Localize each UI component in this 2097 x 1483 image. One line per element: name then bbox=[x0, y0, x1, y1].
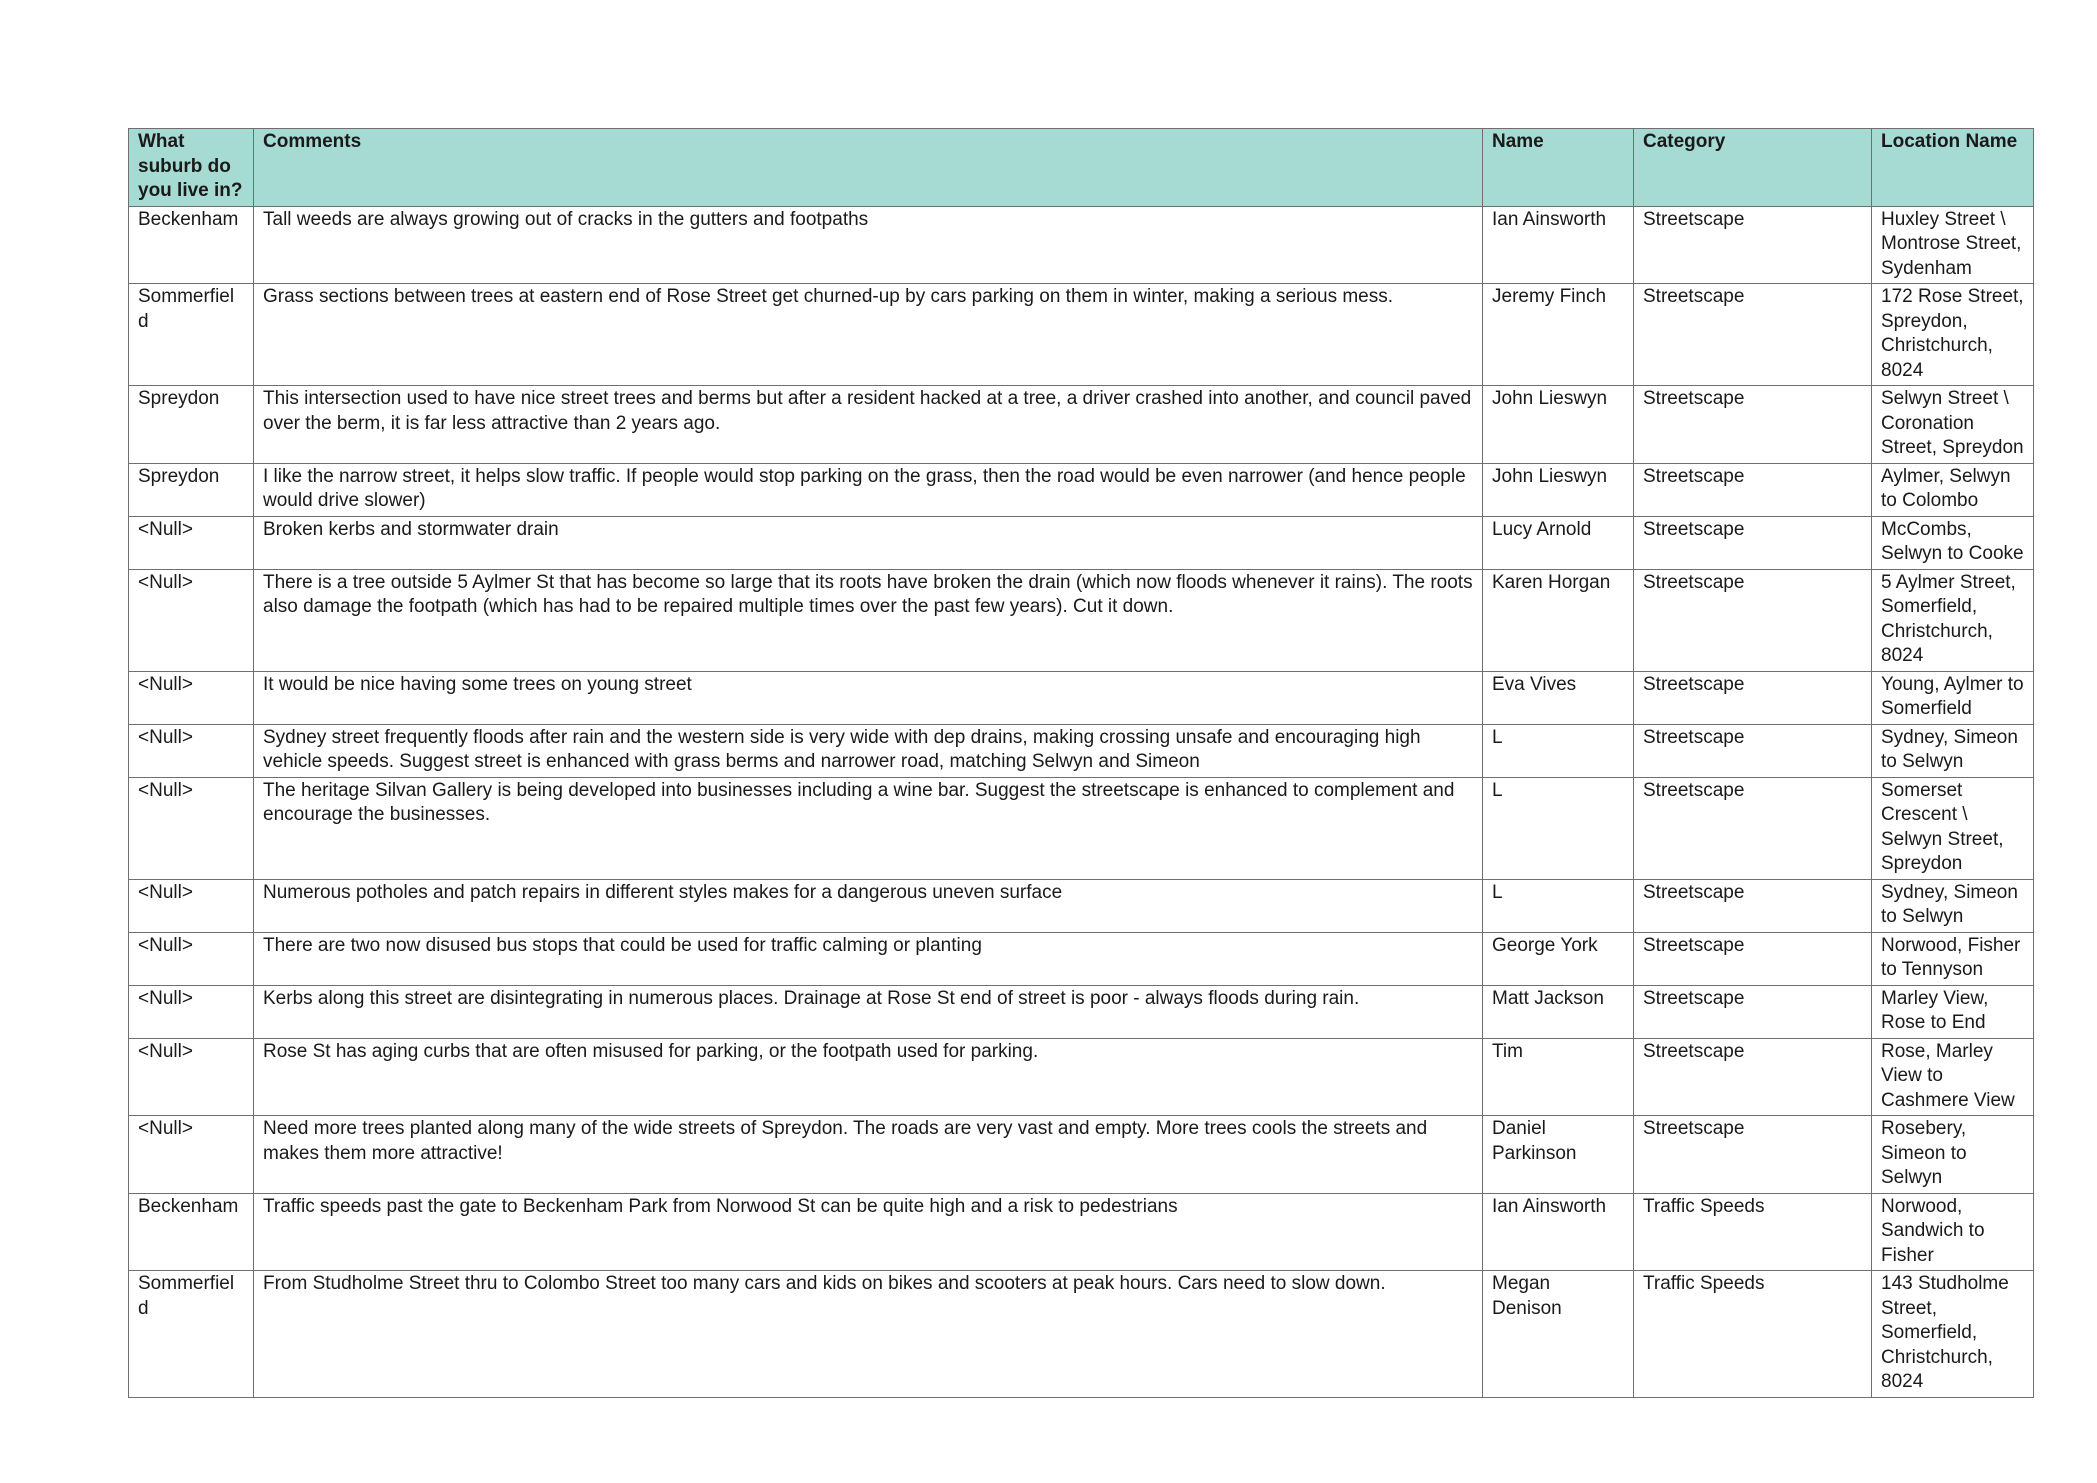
table-row bbox=[129, 671, 2034, 724]
cell-category: Streetscape bbox=[1634, 206, 1872, 284]
header-location-name: Location Name bbox=[1872, 129, 2034, 207]
cell-location: Norwood, Fisher to Tennyson bbox=[1872, 932, 2034, 985]
cell-location: 143 Studholme Street, Somerfield, Christchurch, 8024 bbox=[1872, 1271, 2034, 1398]
cell-name: Megan Denison bbox=[1483, 1271, 1634, 1398]
table-row bbox=[129, 516, 2034, 569]
cell-comments: I like the narrow street, it helps slow traffic. If people would stop parking on the grass, then the road would be even narrower (and hence people would drive slower) bbox=[254, 463, 1483, 516]
cell-name: L bbox=[1483, 777, 1634, 879]
cell-name: Lucy Arnold bbox=[1483, 516, 1634, 569]
cell-comments: The heritage Silvan Gallery is being developed into businesses including a wine bar. Suggest the streetscape is enhanced to complement and encourage the businesses. bbox=[254, 777, 1483, 879]
table-row bbox=[129, 985, 2034, 1038]
cell-category: Streetscape bbox=[1634, 985, 1872, 1038]
cell-location: 5 Aylmer Street, Somerfield, Christchurch, 8024 bbox=[1872, 569, 2034, 671]
cell-comments: Numerous potholes and patch repairs in different styles makes for a dangerous uneven surface bbox=[254, 879, 1483, 932]
cell-suburb: <Null> bbox=[129, 932, 254, 985]
cell-suburb: Spreydon bbox=[129, 386, 254, 464]
table-row bbox=[129, 932, 2034, 985]
header-name: Name bbox=[1483, 129, 1634, 207]
cell-location: Sydney, Simeon to Selwyn bbox=[1872, 724, 2034, 777]
cell-suburb: Sommerfield bbox=[129, 284, 254, 386]
table-row bbox=[129, 386, 2034, 464]
cell-suburb: <Null> bbox=[129, 777, 254, 879]
table-row bbox=[129, 879, 2034, 932]
cell-suburb: <Null> bbox=[129, 724, 254, 777]
table-row bbox=[129, 1116, 2034, 1194]
cell-suburb: Spreydon bbox=[129, 463, 254, 516]
cell-location: Aylmer, Selwyn to Colombo bbox=[1872, 463, 2034, 516]
header-suburb: What suburb do you live in? bbox=[129, 129, 254, 207]
cell-suburb: Beckenham bbox=[129, 206, 254, 284]
cell-name: L bbox=[1483, 724, 1634, 777]
cell-category: Streetscape bbox=[1634, 463, 1872, 516]
cell-category: Streetscape bbox=[1634, 879, 1872, 932]
cell-suburb: <Null> bbox=[129, 569, 254, 671]
table-row bbox=[129, 463, 2034, 516]
cell-comments: Grass sections between trees at eastern end of Rose Street get churned-up by cars parking on them in winter, making a serious mess. bbox=[254, 284, 1483, 386]
cell-name: John Lieswyn bbox=[1483, 386, 1634, 464]
cell-name: Eva Vives bbox=[1483, 671, 1634, 724]
cell-location: Sydney, Simeon to Selwyn bbox=[1872, 879, 2034, 932]
cell-suburb: <Null> bbox=[129, 1038, 254, 1116]
cell-suburb: Beckenham bbox=[129, 1193, 254, 1271]
table-row bbox=[129, 1271, 2034, 1398]
cell-category: Traffic Speeds bbox=[1634, 1271, 1872, 1398]
cell-category: Streetscape bbox=[1634, 724, 1872, 777]
cell-category: Streetscape bbox=[1634, 569, 1872, 671]
table-row bbox=[129, 777, 2034, 879]
cell-category: Streetscape bbox=[1634, 516, 1872, 569]
cell-category: Streetscape bbox=[1634, 1038, 1872, 1116]
cell-comments: Need more trees planted along many of the wide streets of Spreydon. The roads are very vast and empty. More trees cools the streets and makes them more attractive! bbox=[254, 1116, 1483, 1194]
cell-category: Streetscape bbox=[1634, 1116, 1872, 1194]
cell-location: Young, Aylmer to Somerfield bbox=[1872, 671, 2034, 724]
cell-comments: Sydney street frequently floods after rain and the western side is very wide with dep drains, making crossing unsafe and encouraging high vehicle speeds. Suggest street is enhanced with grass berms and narrower road, matching Selwyn and Simeon bbox=[254, 724, 1483, 777]
cell-category: Streetscape bbox=[1634, 284, 1872, 386]
cell-comments: Rose St has aging curbs that are often misused for parking, or the footpath used for parking. bbox=[254, 1038, 1483, 1116]
table-row bbox=[129, 1038, 2034, 1116]
cell-category: Streetscape bbox=[1634, 671, 1872, 724]
cell-location: Rose, Marley View to Cashmere View bbox=[1872, 1038, 2034, 1116]
cell-comments: There are two now disused bus stops that could be used for traffic calming or planting bbox=[254, 932, 1483, 985]
cell-location: Somerset Crescent \ Selwyn Street, Spreydon bbox=[1872, 777, 2034, 879]
table-row bbox=[129, 724, 2034, 777]
cell-name: Karen Horgan bbox=[1483, 569, 1634, 671]
cell-suburb: <Null> bbox=[129, 879, 254, 932]
cell-comments: Kerbs along this street are disintegrating in numerous places. Drainage at Rose St end of street is poor - always floods during rain. bbox=[254, 985, 1483, 1038]
cell-comments: There is a tree outside 5 Aylmer St that has become so large that its roots have broken the drain (which now floods whenever it rains). The roots also damage the footpath (which has had to be repaired multiple times over the past few years). Cut it down. bbox=[254, 569, 1483, 671]
cell-suburb: <Null> bbox=[129, 1116, 254, 1194]
cell-category: Streetscape bbox=[1634, 386, 1872, 464]
cell-comments: This intersection used to have nice street trees and berms but after a resident hacked at a tree, a driver crashed into another, and council paved over the berm, it is far less attractive than 2 years ago. bbox=[254, 386, 1483, 464]
cell-location: Rosebery, Simeon to Selwyn bbox=[1872, 1116, 2034, 1194]
cell-category: Traffic Speeds bbox=[1634, 1193, 1872, 1271]
cell-comments: From Studholme Street thru to Colombo Street too many cars and kids on bikes and scooters at peak hours. Cars need to slow down. bbox=[254, 1271, 1483, 1398]
cell-comments: Traffic speeds past the gate to Beckenham Park from Norwood St can be quite high and a risk to pedestrians bbox=[254, 1193, 1483, 1271]
cell-location: Marley View, Rose to End bbox=[1872, 985, 2034, 1038]
cell-location: McCombs, Selwyn to Cooke bbox=[1872, 516, 2034, 569]
table-row bbox=[129, 1193, 2034, 1271]
cell-suburb: Sommerfield bbox=[129, 1271, 254, 1398]
cell-name: Jeremy Finch bbox=[1483, 284, 1634, 386]
cell-location: Huxley Street \ Montrose Street, Sydenham bbox=[1872, 206, 2034, 284]
cell-name: Tim bbox=[1483, 1038, 1634, 1116]
cell-comments: Broken kerbs and stormwater drain bbox=[254, 516, 1483, 569]
cell-suburb: <Null> bbox=[129, 671, 254, 724]
table-body bbox=[129, 206, 2034, 1397]
table-header-row bbox=[129, 129, 2034, 207]
cell-comments: It would be nice having some trees on young street bbox=[254, 671, 1483, 724]
header-comments: Comments bbox=[254, 129, 1483, 207]
cell-name: L bbox=[1483, 879, 1634, 932]
cell-location: 172 Rose Street, Spreydon, Christchurch, 8024 bbox=[1872, 284, 2034, 386]
cell-comments: Tall weeds are always growing out of cracks in the gutters and footpaths bbox=[254, 206, 1483, 284]
table-row bbox=[129, 284, 2034, 386]
cell-name: Ian Ainsworth bbox=[1483, 1193, 1634, 1271]
cell-name: Matt Jackson bbox=[1483, 985, 1634, 1038]
comments-table bbox=[128, 128, 2034, 1398]
cell-location: Selwyn Street \ Coronation Street, Spreydon bbox=[1872, 386, 2034, 464]
cell-name: George York bbox=[1483, 932, 1634, 985]
table-row bbox=[129, 206, 2034, 284]
cell-name: John Lieswyn bbox=[1483, 463, 1634, 516]
cell-location: Norwood, Sandwich to Fisher bbox=[1872, 1193, 2034, 1271]
cell-suburb: <Null> bbox=[129, 516, 254, 569]
header-category: Category bbox=[1634, 129, 1872, 207]
cell-suburb: <Null> bbox=[129, 985, 254, 1038]
cell-category: Streetscape bbox=[1634, 777, 1872, 879]
table-row bbox=[129, 569, 2034, 671]
cell-name: Daniel Parkinson bbox=[1483, 1116, 1634, 1194]
cell-name: Ian Ainsworth bbox=[1483, 206, 1634, 284]
cell-category: Streetscape bbox=[1634, 932, 1872, 985]
